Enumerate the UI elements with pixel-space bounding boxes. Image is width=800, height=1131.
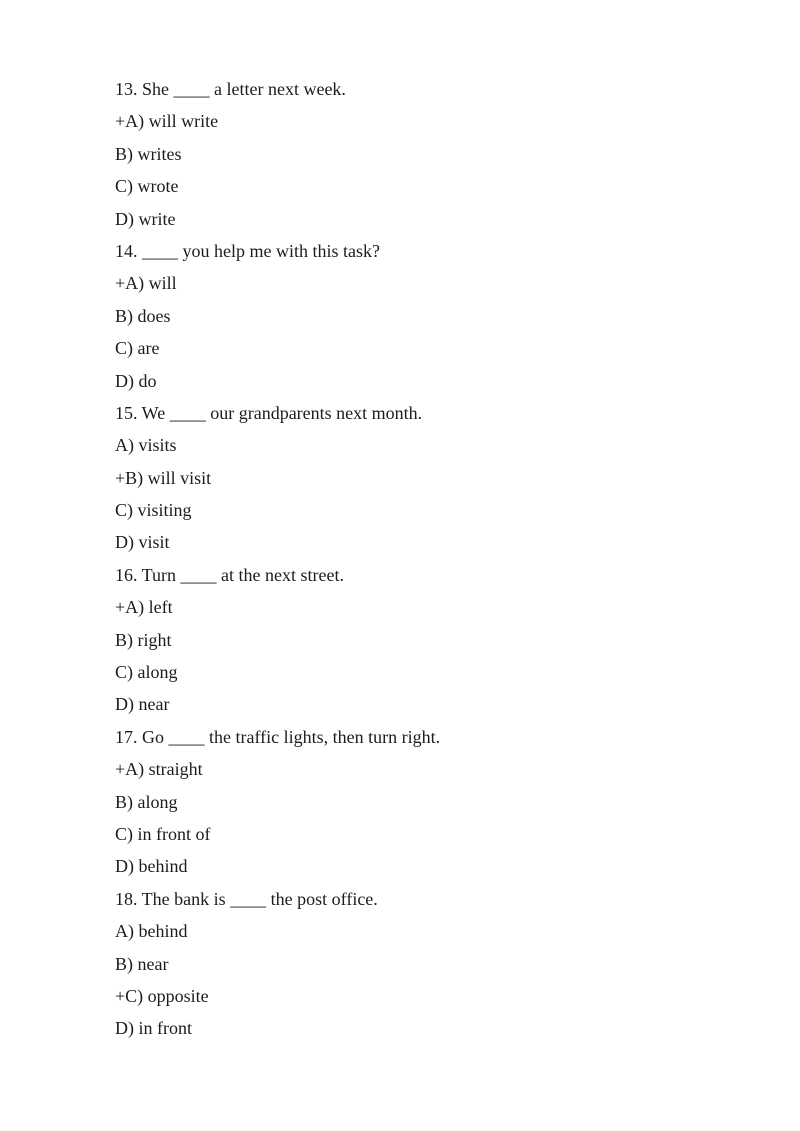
question-block <box>115 883 735 1045</box>
answer-option: B) right <box>115 629 172 650</box>
answer-option: C) wrote <box>115 176 179 197</box>
answer-option: +B) will visit <box>115 467 212 488</box>
question-prompt: 16. Turn ____ at the next street. <box>115 564 344 585</box>
answer-option: A) behind <box>115 921 188 942</box>
question-list <box>115 73 735 1045</box>
answer-option: D) do <box>115 370 157 391</box>
answer-option: A) visits <box>115 435 177 456</box>
answer-option: B) does <box>115 305 171 326</box>
answer-option: +A) will <box>115 273 177 294</box>
answer-option: D) write <box>115 208 176 229</box>
answer-option: +A) will write <box>115 111 219 132</box>
answer-option: +C) opposite <box>115 985 209 1006</box>
answer-option: B) along <box>115 791 178 812</box>
answer-option: C) visiting <box>115 500 192 521</box>
question-prompt: 18. The bank is ____ the post office. <box>115 888 378 909</box>
question-prompt: 14. ____ you help me with this task? <box>115 240 380 261</box>
question-block <box>115 235 735 397</box>
answer-option: C) are <box>115 338 160 359</box>
answer-option: +A) left <box>115 597 173 618</box>
question-prompt: 15. We ____ our grandparents next month. <box>115 402 423 423</box>
question-block <box>115 721 735 883</box>
answer-option: D) behind <box>115 856 188 877</box>
answer-option: C) in front of <box>115 823 211 844</box>
question-block <box>115 397 735 559</box>
answer-option: B) writes <box>115 143 182 164</box>
answer-option: C) along <box>115 662 178 683</box>
question-block <box>115 559 735 721</box>
answer-option: D) near <box>115 694 170 715</box>
answer-option: +A) straight <box>115 759 203 780</box>
question-prompt: 13. She ____ a letter next week. <box>115 79 346 99</box>
question-prompt: 17. Go ____ the traffic lights, then turn right. <box>115 726 441 747</box>
answer-option: D) visit <box>115 532 170 553</box>
question-block <box>115 73 735 235</box>
answer-option: B) near <box>115 953 169 974</box>
answer-option: D) in front <box>115 1018 192 1039</box>
